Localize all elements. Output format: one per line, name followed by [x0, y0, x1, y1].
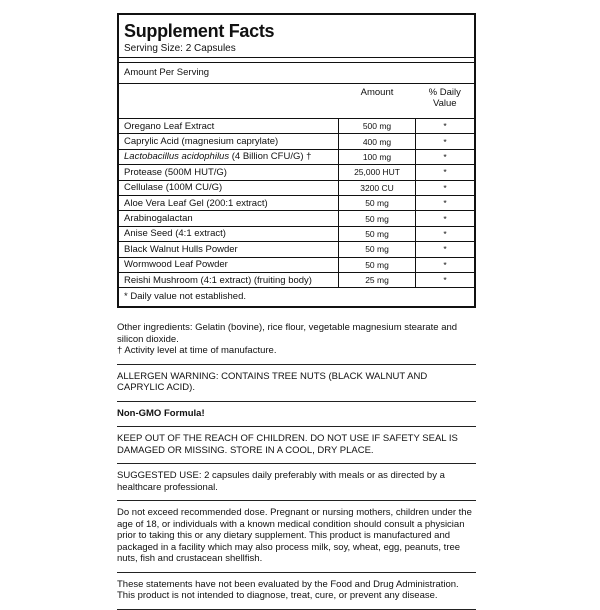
ingredient-name: Black Walnut Hulls Powder [119, 242, 339, 257]
ingredient-daily-value: * [416, 242, 475, 257]
ingredient-name: Caprylic Acid (magnesium caprylate) [119, 134, 339, 149]
ingredient-name: Protease (500M HUT/G) [119, 165, 339, 180]
fda-disclaimer: These statements have not been evaluated by the Food and Drug Administration. This product is not intended to diagnose, treat, cure, or prevent any disease. [117, 573, 476, 610]
ingredient-name: Cellulase (100M CU/G) [119, 180, 339, 195]
ingredient-row [119, 272, 474, 287]
ingredient-name: Aloe Vera Leaf Gel (200:1 extract) [119, 195, 339, 210]
facts-table-header [119, 84, 474, 119]
ingredient-row [119, 211, 474, 226]
amount-per-serving: Amount Per Serving [119, 62, 474, 84]
ingredient-daily-value: * [416, 119, 475, 134]
ingredient-daily-value: * [416, 257, 475, 272]
ingredient-amount: 50 mg [339, 226, 416, 241]
ingredient-name: Arabinogalactan [119, 211, 339, 226]
non-gmo-statement: Non-GMO Formula! [117, 402, 476, 428]
ingredient-amount: 100 mg [339, 149, 416, 164]
ingredient-amount: 50 mg [339, 195, 416, 210]
ingredient-daily-value: * [416, 180, 475, 195]
header-dv-line1: % Daily [428, 87, 461, 98]
other-ingredients-section [117, 308, 476, 365]
ingredient-name: Reishi Mushroom (4:1 extract) (fruiting body) [119, 272, 339, 287]
ingredient-row [119, 242, 474, 257]
facts-rows [119, 119, 474, 288]
header-dv-line2: Value [432, 98, 457, 109]
dose-warning: Do not exceed recommended dose. Pregnant or nursing mothers, children under the age of 18, or individuals with a known medical condition should consult a physician prior to taking this or any dietary supplement. This product is manufactured and packaged in a facility which may also process milk, soy, wheat, egg, peanuts, tree nuts, fish and crustacean shellfish. [117, 501, 476, 573]
ingredient-amount: 25,000 HUT [339, 165, 416, 180]
ingredient-daily-value: * [416, 195, 475, 210]
activity-note: † Activity level at time of manufacture. [117, 345, 277, 357]
ingredient-amount: 400 mg [339, 134, 416, 149]
serving-size: Serving Size: 2 Capsules [124, 43, 236, 54]
ingredient-amount: 3200 CU [339, 180, 416, 195]
ingredient-name: Anise Seed (4:1 extract) [119, 226, 339, 241]
ingredient-name-italic: Lactobacillus acidophilus [124, 151, 230, 163]
ingredient-name-rest: (4 Billion CFU/G) † [229, 151, 312, 163]
ingredient-amount: 50 mg [339, 242, 416, 257]
ingredient-name [119, 149, 339, 164]
ingredient-name: Wormwood Leaf Powder [119, 257, 339, 272]
ingredient-amount: 50 mg [339, 211, 416, 226]
daily-value-footnote: * Daily value not established. [124, 291, 246, 303]
allergen-warning: ALLERGEN WARNING: CONTAINS TREE NUTS (BLACK WALNUT AND CAPRYLIC ACID). [117, 365, 476, 402]
ingredient-daily-value: * [416, 211, 475, 226]
header-daily-value [416, 84, 475, 119]
supplement-facts-panel [117, 13, 476, 308]
ingredient-row [119, 257, 474, 272]
ingredient-row [119, 134, 474, 149]
ingredient-row [119, 195, 474, 210]
ingredient-daily-value: * [416, 226, 475, 241]
ingredient-daily-value: * [416, 134, 475, 149]
ingredient-daily-value: * [416, 272, 475, 287]
ingredient-row [119, 180, 474, 195]
ingredient-amount: 50 mg [339, 257, 416, 272]
ingredient-daily-value: * [416, 165, 475, 180]
suggested-use: SUGGESTED USE: 2 capsules daily preferably with meals or as directed by a healthcare professional. [117, 464, 476, 501]
facts-table [119, 84, 474, 288]
supplement-label [117, 13, 476, 610]
ingredient-name: Oregano Leaf Extract [119, 119, 339, 134]
ingredient-row [119, 226, 474, 241]
ingredient-amount: 25 mg [339, 272, 416, 287]
header-amount: Amount [339, 84, 416, 119]
facts-title: Supplement Facts [124, 21, 275, 41]
facts-header [119, 15, 474, 58]
ingredient-row [119, 149, 474, 164]
ingredient-daily-value: * [416, 149, 475, 164]
other-ingredients: Other ingredients: Gelatin (bovine), rice flour, vegetable magnesium stearate and silicon dioxide. [117, 322, 458, 345]
header-blank [119, 84, 339, 119]
ingredient-row [119, 165, 474, 180]
keep-out-warning: KEEP OUT OF THE REACH OF CHILDREN. DO NOT USE IF SAFETY SEAL IS DAMAGED OR MISSING. STORE IN A COOL, DRY PLACE. [117, 427, 476, 464]
ingredient-amount: 500 mg [339, 119, 416, 134]
ingredient-row [119, 119, 474, 134]
